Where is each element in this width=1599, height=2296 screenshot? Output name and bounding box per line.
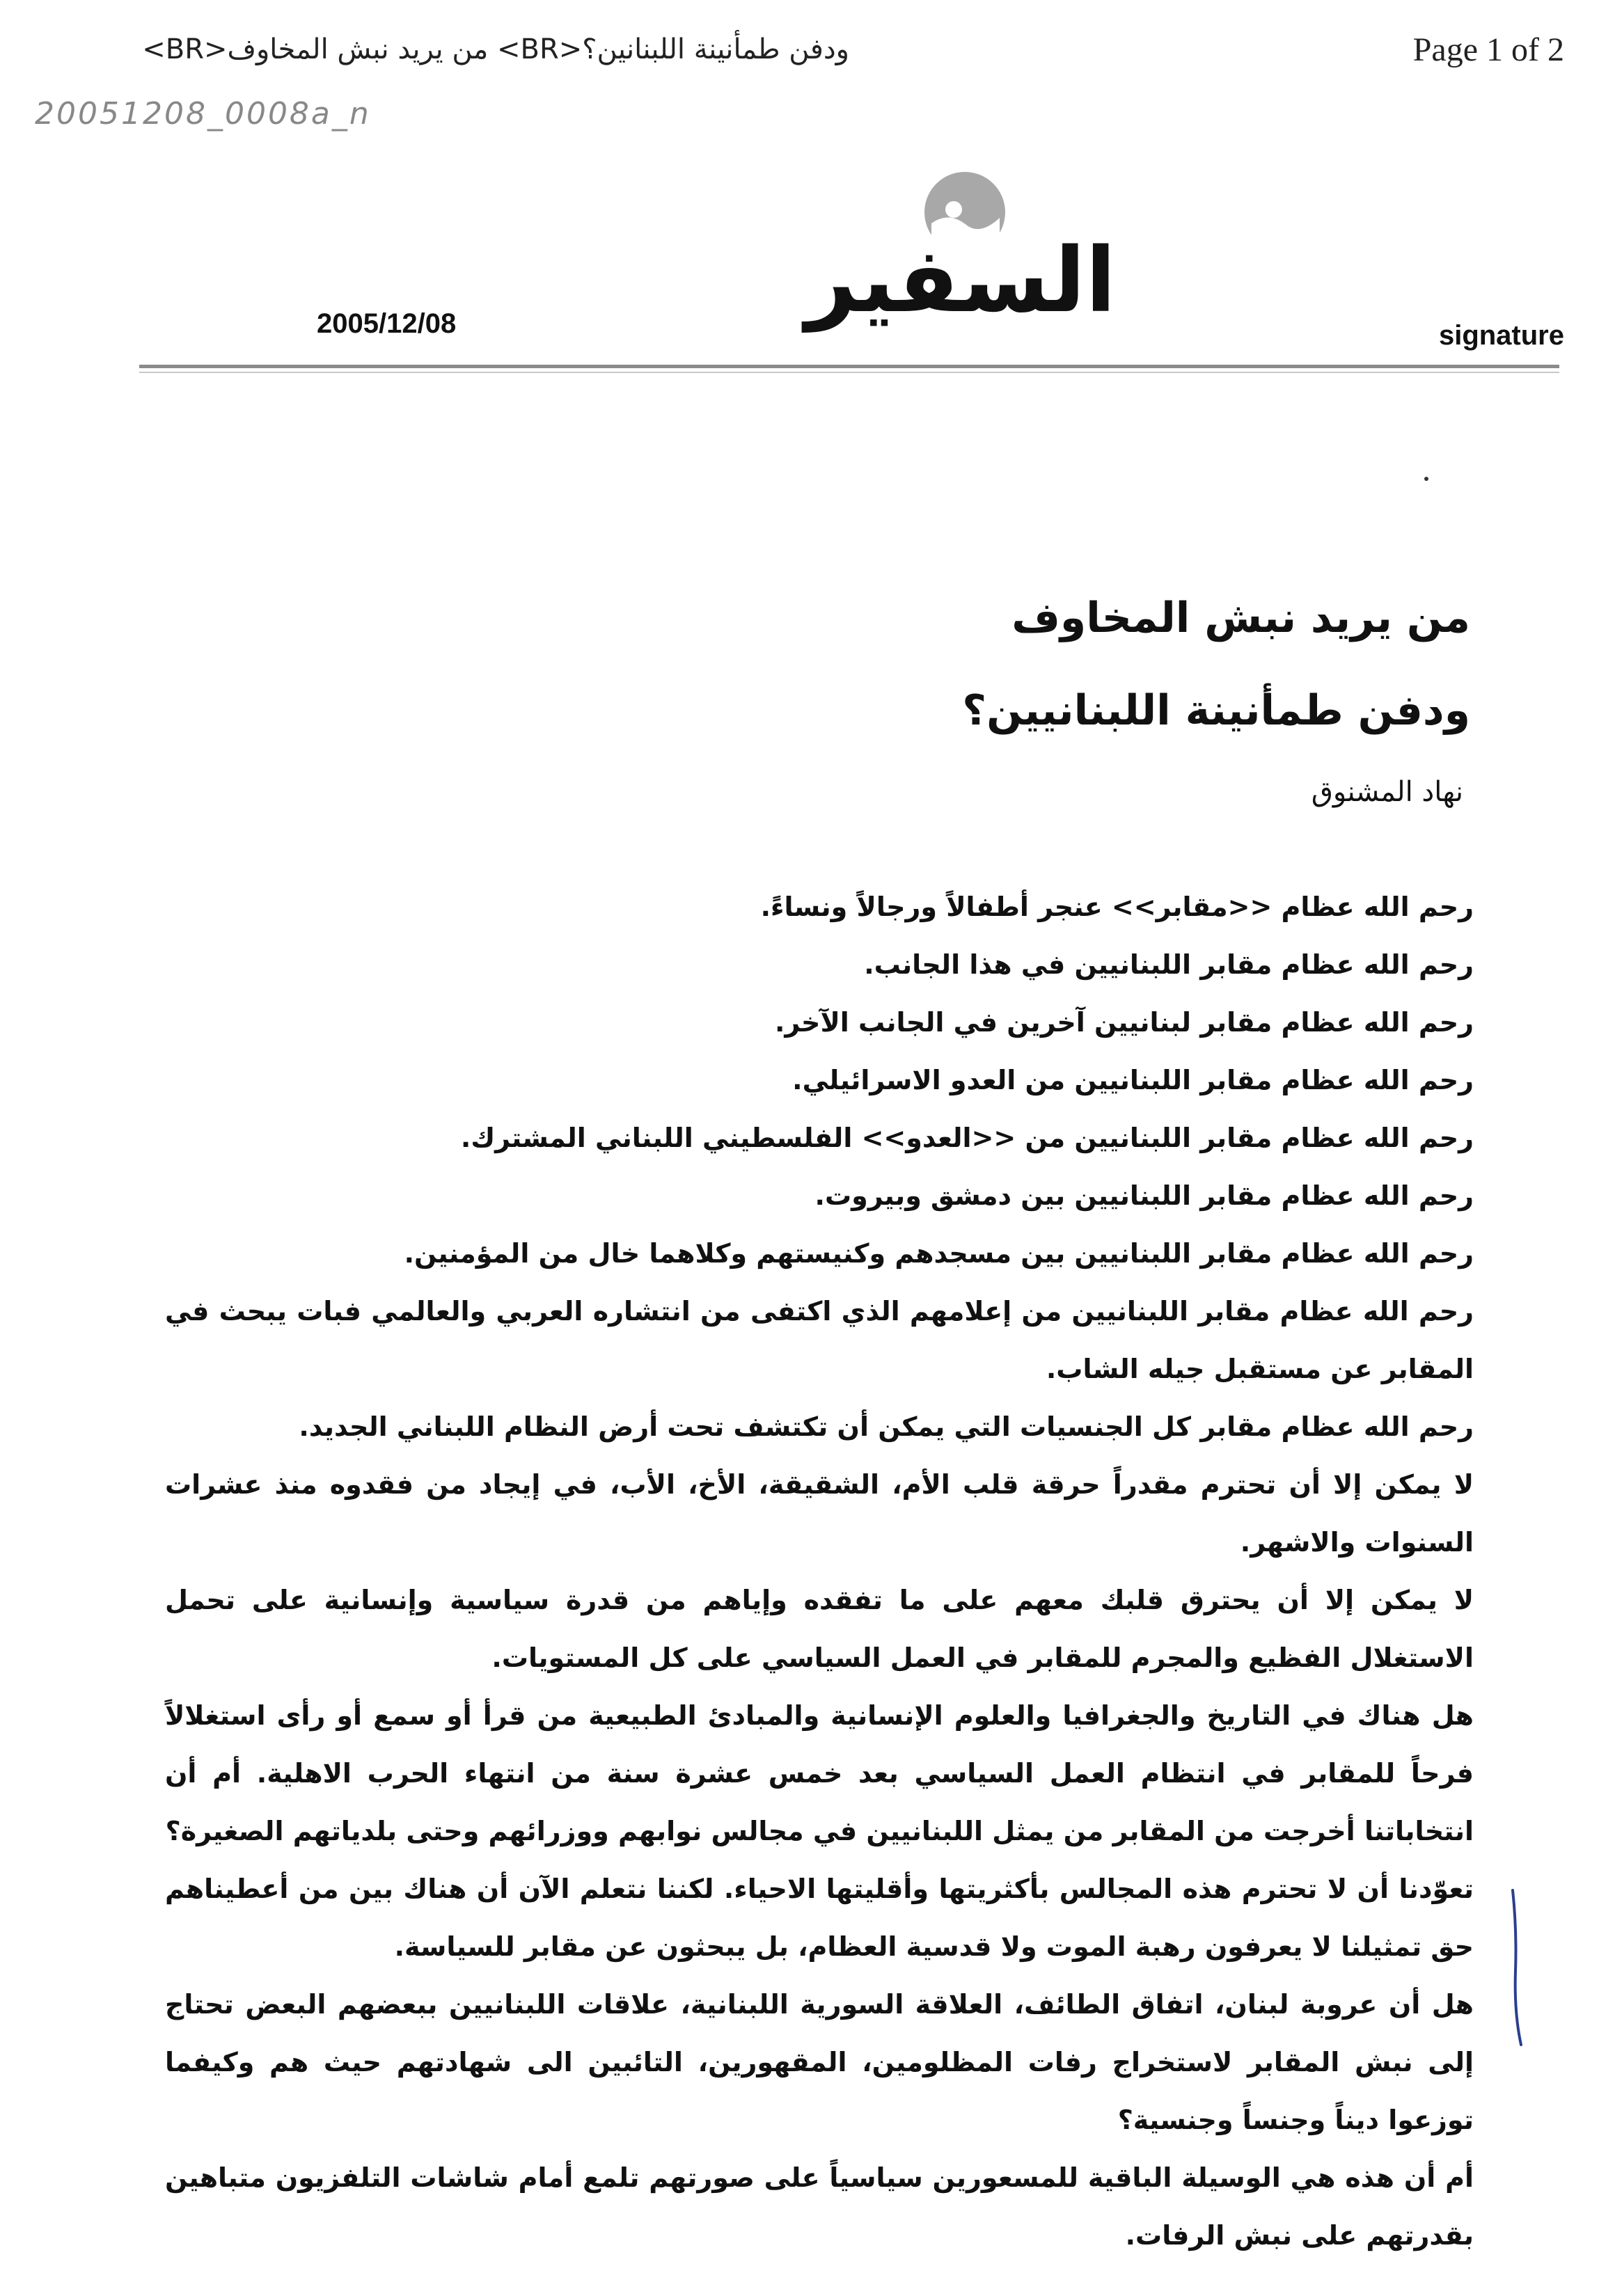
article-title-line-1: من يريد نبش المخاوف [1011, 594, 1470, 642]
scan-speck [1424, 477, 1428, 481]
archive-number: 20051208_0008a_n [35, 96, 371, 132]
article-paragraph: رحم الله عظام مقابر اللبنانيين في هذا الجانب. [864, 949, 1474, 980]
header-divider-shadow [139, 372, 1559, 373]
article-paragraph: لا يمكن إلا أن تحترم مقدراً حرقة قلب الأم، الشقيقة، الأخ، الأب، في إيجاد من فقدوه منذ عشرات السنوات والاشهر. [165, 1469, 1474, 1558]
page-number: Page 1 of 2 [1412, 31, 1564, 68]
newspaper-name: السفير [805, 229, 1117, 333]
header-divider [139, 365, 1559, 368]
article-paragraph: هل أن عروبة لبنان، اتفاق الطائف، العلاقة السورية اللبنانية، علاقات اللبنانيين ببعضهم البعض تحتاج إلى نبش المقابر لاستخراج رفات المظلومين، المقهورين، التائبين الى شهادتهم حيث هم وكيفما توزعوا ديناً وجنساً وجنسية؟ [165, 1989, 1474, 2135]
print-header-title: ودفن طمأنينة اللبنانين؟<BR> من يريد نبش المخاوف<BR> [142, 33, 849, 65]
article-paragraph: رحم الله عظام <<مقابر>> عنجر أطفالاً ورجالاً ونساءً. [760, 892, 1474, 922]
signature-label: signature [1438, 320, 1564, 351]
article-paragraph: رحم الله عظام مقابر كل الجنسيات التي يمكن أن تكتشف تحت أرض النظام اللبناني الجديد. [299, 1411, 1474, 1442]
article-paragraph: رحم الله عظام مقابر اللبنانيين بين مسجدهم وكنيستهم وكلاهما خال من المؤمنين. [404, 1238, 1474, 1269]
article-paragraph: أم أن هذه هي الوسيلة الباقية للمسعورين سياسياً على صورتهم تلمع أمام شاشات التلفزيون متباهين بقدرتهم على نبش الرفات. [165, 2162, 1474, 2251]
article-paragraph: رحم الله عظام مقابر اللبنانيين بين دمشق وبيروت. [814, 1180, 1474, 1211]
article-paragraph: تعوّدنا أن لا تحترم هذه المجالس بأكثريتها وأقليتها الاحياء. لكننا نتعلم الآن أن هناك بين من أعطيناهم حق تمثيلنا لا يعرفون رهبة الموت ولا قدسية العظام، بل يبحثون عن مقابر للسياسة. [165, 1874, 1474, 1962]
article-paragraph: رحم الله عظام مقابر لبنانيين آخرين في الجانب الآخر. [774, 1007, 1474, 1038]
article-paragraph: هل هناك في التاريخ والجغرافيا والعلوم الإنسانية والمبادئ الطبيعية من قرأ أو سمع أو رأى استغلالاً فرحاً للمقابر في انتظام العمل السياسي بعد خمس عشرة سنة من انتهاء الحرب الاهلية. أم أن انتخاباتنا أخرجت من المقابر من يمثل اللبنانيين في مجالس نوابهم ووزرائهم وحتى بلدياتهم الصغيرة؟ [165, 1700, 1474, 1846]
article-body [165, 878, 1474, 2265]
article-author: نهاد المشنوق [1311, 776, 1463, 808]
article-paragraph: رحم الله عظام مقابر اللبنانيين من <<العدو>> الفلسطيني اللبناني المشترك. [460, 1123, 1474, 1153]
article-paragraph: رحم الله عظام مقابر اللبنانيين من العدو الاسرائيلي. [792, 1065, 1474, 1095]
margin-pen-mark [1507, 1887, 1528, 2048]
article-paragraph: رحم الله عظام مقابر اللبنانيين من إعلامهم الذي اكتفى من انتشاره العربي والعالمي فبات يبحث في المقابر عن مستقبل جيله الشاب. [165, 1296, 1474, 1384]
publication-date: 2005/12/08 [317, 308, 457, 339]
article-title-line-2: ودفن طمأنينة اللبنانيين؟ [962, 686, 1470, 735]
article-paragraph: لا يمكن إلا أن يحترق قلبك معهم على ما تفقده وإياهم من قدرة سياسية وإنسانية على تحمل الاستغلال الفظيع والمجرم للمقابر في العمل السياسي على كل المستويات. [165, 1585, 1474, 1673]
